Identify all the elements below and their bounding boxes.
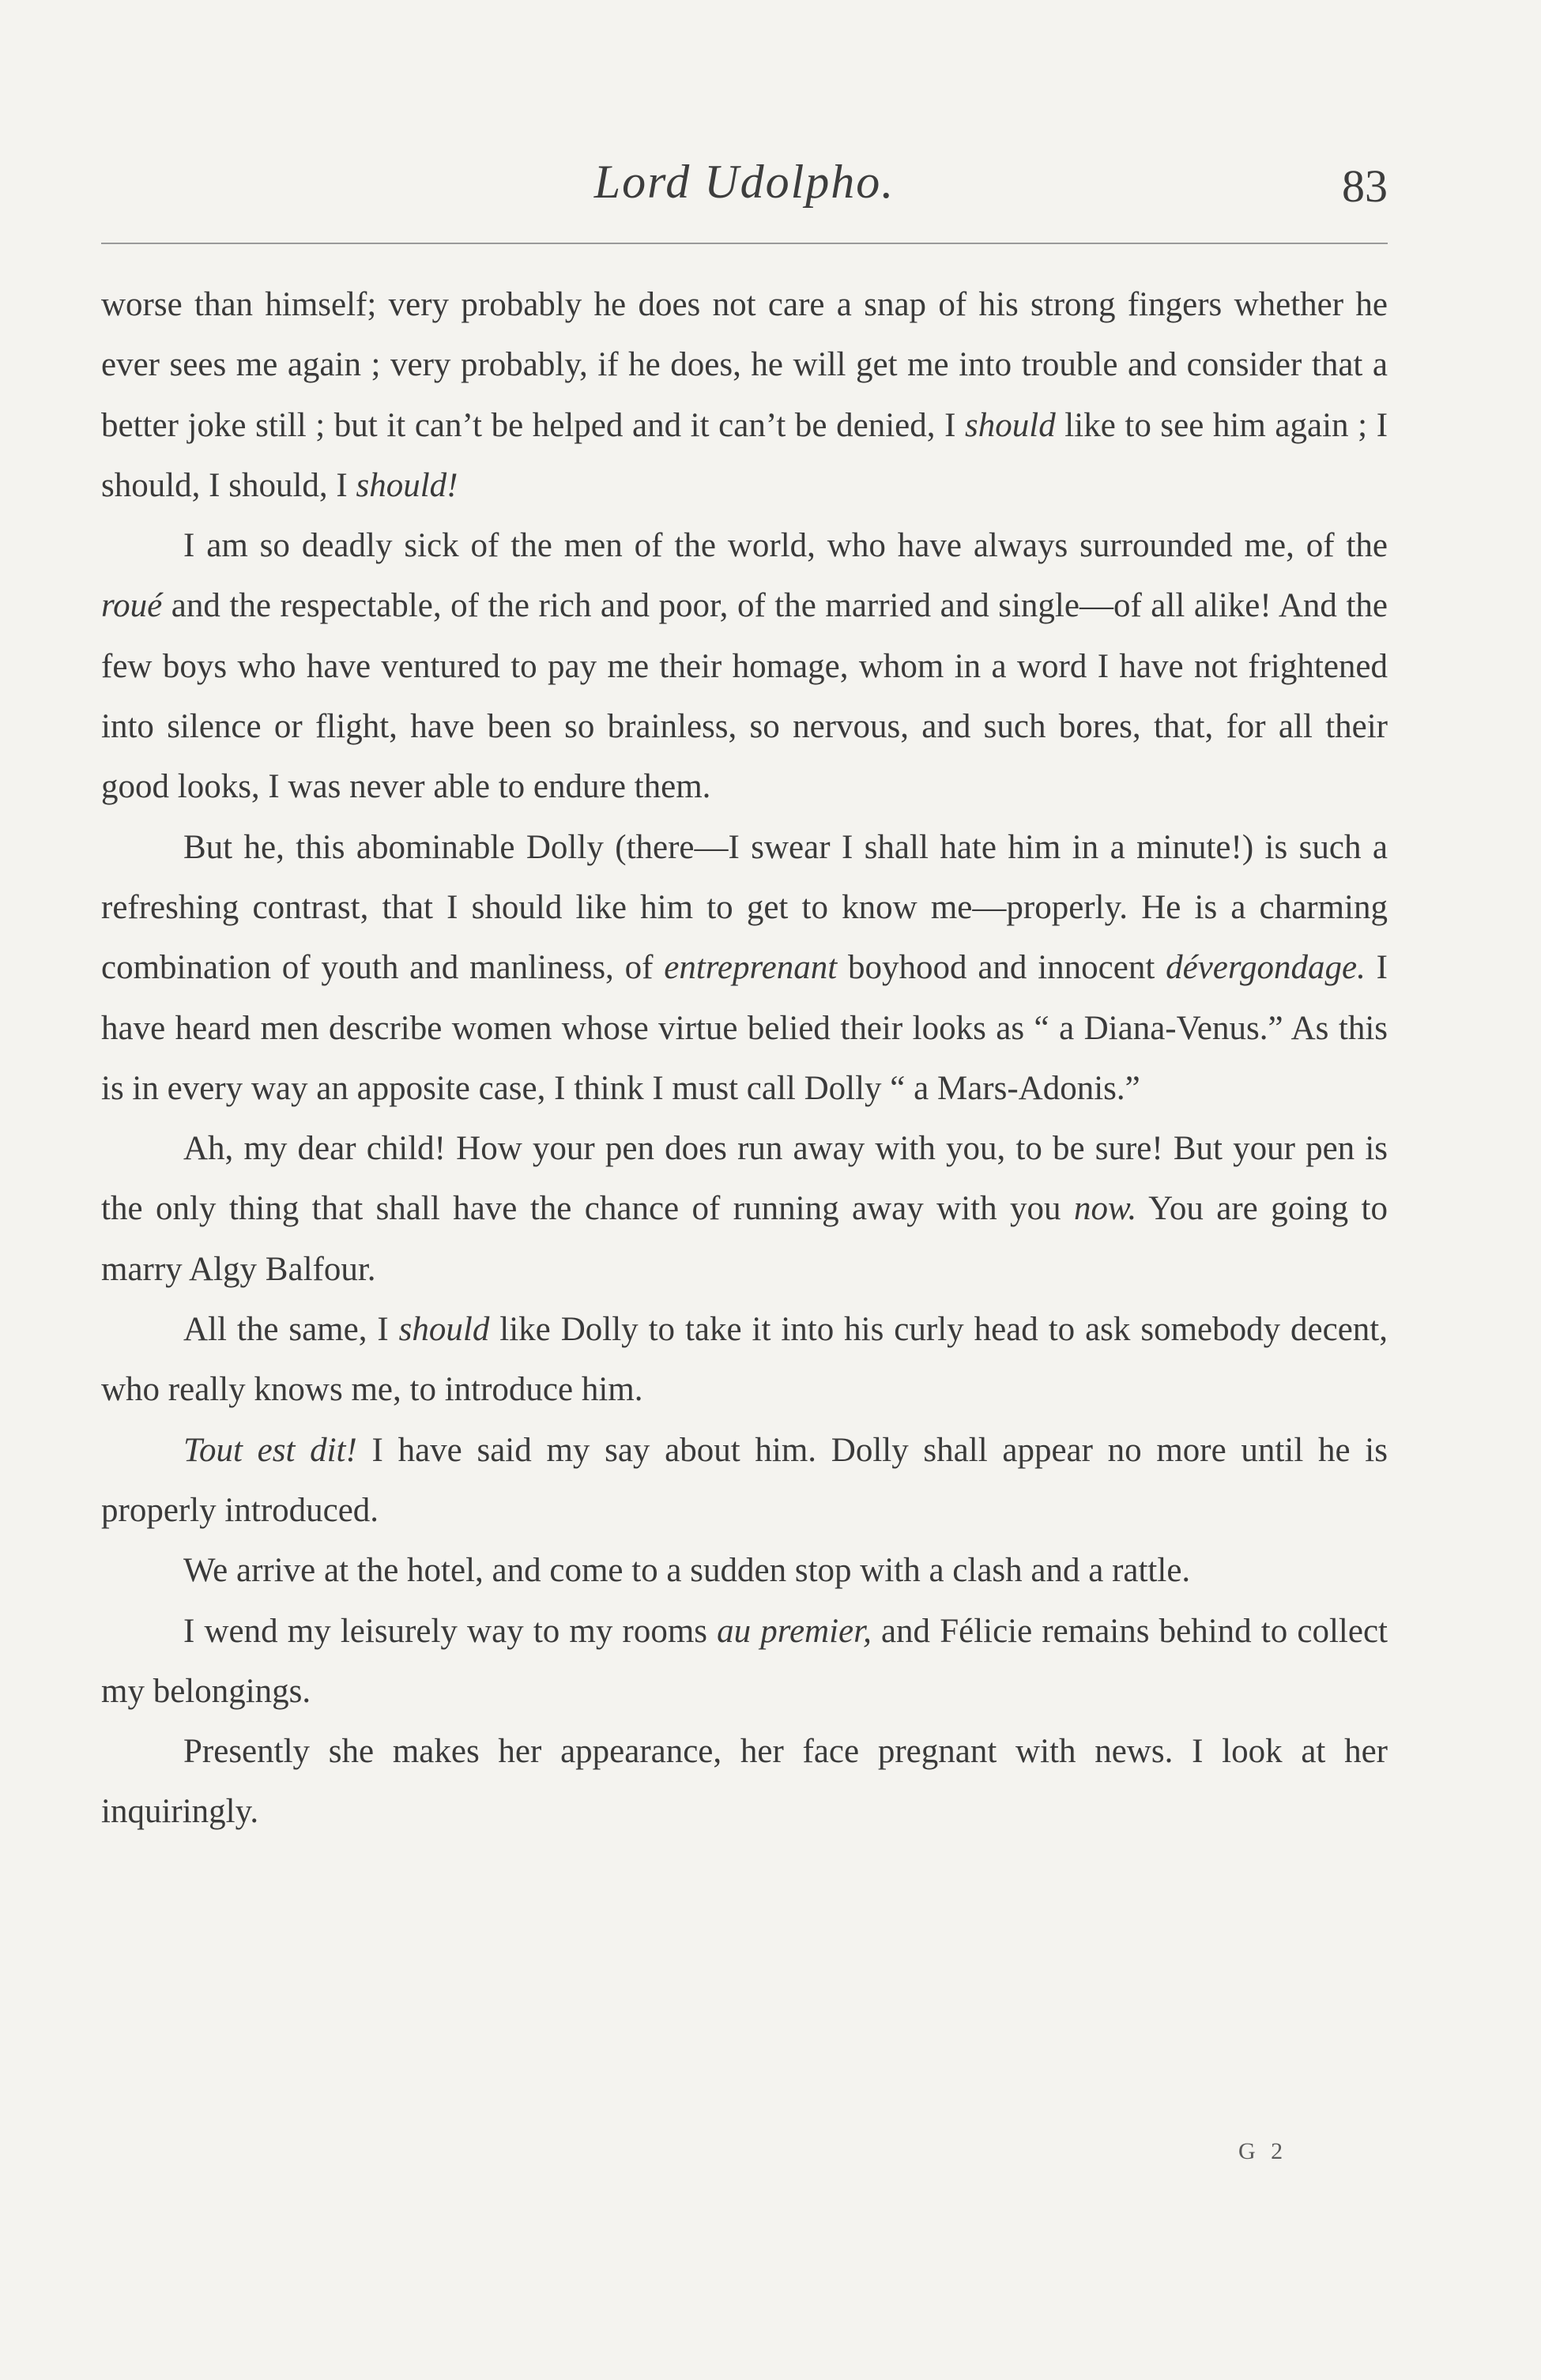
text-run: All the same, I xyxy=(183,1311,399,1349)
signature-mark: G 2 xyxy=(1238,2138,1288,2164)
paragraph xyxy=(101,1722,1388,1843)
text-run: We arrive at the hotel, and come to a sudden stop with a clash and a rattle. xyxy=(183,1552,1191,1590)
italic-text: roué xyxy=(101,587,163,625)
text-run: boyhood and innocent xyxy=(837,949,1166,987)
italic-text: now. xyxy=(1073,1190,1137,1228)
page-number: 83 xyxy=(1342,160,1388,212)
text-run: and Félicie remains behind to collect my belongings. xyxy=(101,1612,1388,1710)
text-run: like Dolly to take it into his curly head to ask somebody decent, who really knows me, to introduce him. xyxy=(101,1311,1388,1409)
running-title: Lord Udolpho. xyxy=(593,156,895,208)
text-run: like to see him again ; I should, I should, I xyxy=(101,406,1388,504)
text-run: Presently she makes her appearance, her face pregnant with news. I look at her inquiringly. xyxy=(101,1733,1388,1831)
italic-text: should! xyxy=(356,466,458,504)
body-text xyxy=(101,275,1388,1843)
paragraph xyxy=(101,1119,1388,1300)
italic-text: entreprenant xyxy=(664,949,838,987)
italic-text: dévergondage. xyxy=(1166,949,1366,987)
italic-text: Tout est dit! xyxy=(183,1431,357,1469)
paragraph xyxy=(101,1421,1388,1542)
paragraph xyxy=(101,1602,1388,1723)
italic-text: should xyxy=(965,406,1056,444)
italic-text: au premier, xyxy=(717,1612,872,1650)
header-rule xyxy=(101,243,1388,244)
paragraph xyxy=(101,818,1388,1119)
text-run: I have said my say about him. Dolly shall appear no more until he is properly introduced. xyxy=(101,1431,1388,1529)
paragraph xyxy=(101,275,1388,516)
text-run: worse than himself; very probably he does not care a snap of his strong fingers whether he ever sees me again ; very probably, if he does, he will get me into trouble and consider that a better joke still ; but it can’t be helped and it can’t be denied, I xyxy=(101,286,1388,444)
text-run: and the respectable, of the rich and poor, of the married and single—of all alike! And the few boys who have ventured to pay me their homage, whom in a word I have not frightened into silence or flight, have been so brainless, so nervous, and such bores, that, for all their good looks, I was never able to endure them. xyxy=(101,587,1388,806)
italic-text: should xyxy=(398,1311,490,1349)
paragraph xyxy=(101,1300,1388,1421)
paragraph xyxy=(101,516,1388,817)
text-run: I wend my leisurely way to my rooms xyxy=(183,1612,718,1650)
text-run: But he, this abominable Dolly (there—I swear I shall hate him in a minute!) is such a refreshing contrast, that I should like him to get to know me—properly. He is a charming combination of youth and manliness, of xyxy=(101,828,1388,987)
text-run: You are going to marry Algy Balfour. xyxy=(101,1190,1388,1288)
text-run: I have heard men describe women whose virtue belied their looks as “ a Diana-Venus.” As this is in every way an apposite case, I think I must call Dolly “ a Mars-Adonis.” xyxy=(101,949,1388,1107)
paragraph xyxy=(101,1541,1388,1601)
text-run: Ah, my dear child! How your pen does run away with you, to be sure! But your pen is the only thing that shall have the chance of running away with you xyxy=(101,1130,1388,1228)
text-run: I am so deadly sick of the men of the world, who have always surrounded me, of the xyxy=(183,527,1388,565)
page-header xyxy=(101,155,1388,221)
